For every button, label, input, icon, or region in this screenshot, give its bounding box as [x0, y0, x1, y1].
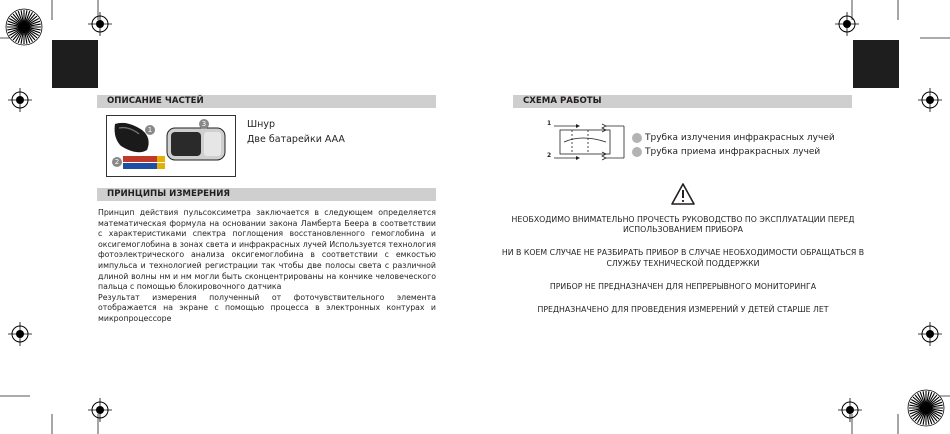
diagram-label-1: 1 — [547, 120, 552, 127]
color-wheel-mark-icon — [5, 8, 43, 46]
registration-mark-icon — [918, 88, 942, 112]
legend-dot-icon — [632, 133, 642, 143]
registration-mark-icon — [8, 88, 32, 112]
diagram-legend — [632, 131, 835, 159]
notice-age-restriction: ПРЕДНАЗНАЧЕНО ДЛЯ ПРОВЕДЕНИЯ ИЗМЕРЕНИЙ У ДЕТЕЙ СТАРШЕ ЛЕТ — [537, 305, 829, 315]
callout-1: 1 — [145, 125, 155, 135]
scheme-section-header: СХЕМА РАБОТЫ — [513, 95, 852, 108]
registration-mark-icon — [8, 322, 32, 346]
parts-list — [247, 118, 345, 147]
registration-mark-icon — [88, 398, 112, 422]
notice-do-not-disassemble: НИ В КОЕМ СЛУЧАЕ НЕ РАЗБИРАТЬ ПРИБОР В СЛУЧАЕ НЕОБХОДИМОСТИ ОБРАЩАТЬСЯ В СЛУЖБУ ТЕХНИЧЕСКОЙ ПОДДЕРЖКИ — [501, 248, 865, 268]
parts-section-header: ОПИСАНИЕ ЧАСТЕЙ — [97, 95, 436, 108]
principles-paragraph: Принцип действия пульсоксиметра заключается в следующем определяется математическая формула на основании закона Ламберта Беера в соответствии с характеристиками спектра поглощения восстановленного гемоглобина и оксигемоглобина в зонах света и инфракрасных лучей Используется технология фотоэлектрического анализа оксигемоглобина в соответствии с емкостью импульса и технологией регистрации так чтобы две полосы света с различной длиной волны нм и нм могли быть сконцентрированы на кончике человеческого пальца с помощью блокировочного датчика — [98, 208, 436, 292]
registration-mark-icon — [918, 322, 942, 346]
left-black-tab — [52, 40, 98, 88]
principles-body — [98, 208, 436, 325]
principles-section-header: ПРИНЦИПЫ ИЗМЕРЕНИЯ — [97, 188, 436, 201]
callout-3: 3 — [199, 119, 209, 129]
warning-triangle-icon — [671, 183, 695, 205]
warning-notices — [500, 215, 866, 328]
right-black-tab — [853, 40, 899, 88]
registration-mark-icon — [835, 12, 859, 36]
color-wheel-mark-icon — [907, 389, 945, 427]
parts-item-batteries: Две батарейки AAA — [247, 133, 345, 145]
legend-item-emitter — [632, 131, 835, 145]
parts-item-cord: Шнур — [247, 119, 276, 130]
device-photo — [106, 115, 236, 177]
callout-2: 2 — [112, 157, 122, 167]
notice-not-continuous: ПРИБОР НЕ ПРЕДНАЗНАЧЕН ДЛЯ НЕПРЕРЫВНОГО МОНИТОРИНГА — [549, 281, 817, 291]
registration-mark-icon — [838, 398, 862, 422]
legend-dot-icon — [632, 147, 642, 157]
notice-read-manual: НЕОБХОДИМО ВНИМАТЕЛЬНО ПРОЧЕСТЬ РУКОВОДСТВО ПО ЭКСПЛУАТАЦИИ ПЕРЕД ИСПОЛЬЗОВАНИЕМ ПРИБОРА — [511, 215, 855, 235]
registration-mark-icon — [88, 12, 112, 36]
principles-paragraph: Результат измерения полученный от фоточувствительного элемента отображается на экране с помощью процесса в электронных контурах и микропроцессоре — [98, 292, 436, 323]
legend-item-receiver — [632, 145, 835, 159]
diagram-label-2: 2 — [547, 152, 552, 159]
legend-label: Трубка приема инфракрасных лучей — [645, 147, 821, 157]
legend-label: Трубка излучения инфракрасных лучей — [645, 133, 835, 143]
sensor-diagram — [542, 116, 627, 168]
